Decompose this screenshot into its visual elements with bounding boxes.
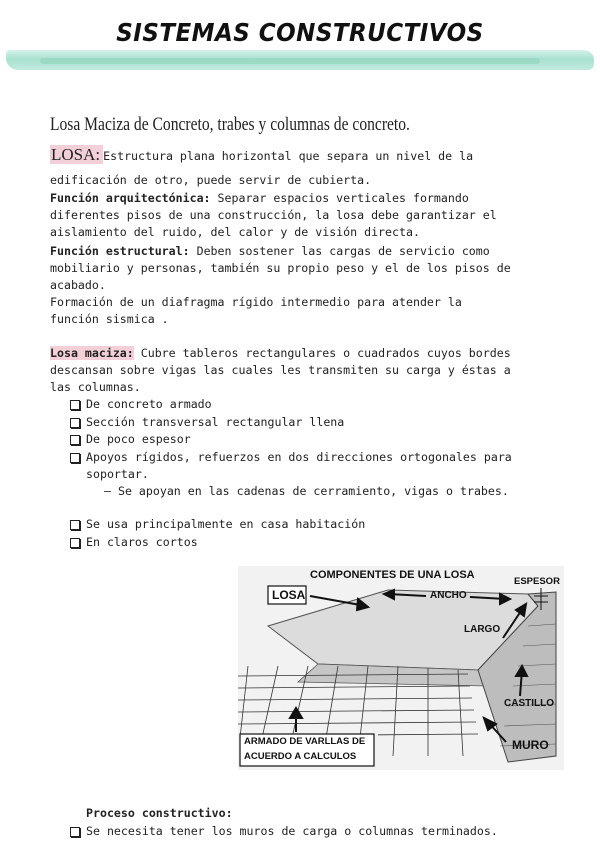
list-item [70, 431, 570, 449]
funcion-arq-line-1 [50, 190, 570, 208]
funcion-est-line-4: Formación de un diafragma rígido intermedio para atender la [50, 295, 462, 309]
losa-maciza-line-1 [50, 345, 570, 363]
list-item [70, 516, 570, 534]
losa-maciza-line-3: las columnas. [50, 380, 141, 394]
section-subtitle: Losa Maciza de Concreto, trabes y columnas de concreto. [50, 114, 410, 135]
losa-maciza-list [70, 396, 570, 484]
funcion-est-line-2: mobiliario y personas, también su propio peso y el de los pisos de [50, 261, 511, 275]
losa-maciza-text-1: Cubre tableros rectangulares o cuadrados cuyos bordes [133, 346, 511, 360]
funcion-est-label: Función estructural: [50, 244, 190, 258]
funcion-est-line-1 [50, 243, 570, 261]
intro-line-1: Estructura plana horizontal que separa un nivel de la [103, 149, 474, 163]
losa-tag: LOSA: [50, 145, 103, 164]
checkbox-bullet-icon [70, 453, 80, 463]
proceso-title: Proceso constructivo: [86, 806, 233, 820]
list-item-text: En claros cortos [86, 534, 198, 549]
checkbox-bullet-icon [70, 520, 80, 530]
list-item-text: Apoyos rígidos, refuerzos en dos direcciones ortogonales para [86, 449, 512, 464]
list-item-text: Sección transversal rectangular llena [86, 414, 345, 429]
title-brush-stroke [40, 58, 540, 64]
list-item-text: Se necesita tener los muros de carga o columnas terminados. [86, 824, 498, 838]
label-muro: MURO [512, 738, 549, 752]
sub-list-item: – Se apoyan en las cadenas de cerramiento, vigas o trabes. [104, 484, 509, 498]
label-espesor: ESPESOR [514, 576, 560, 587]
checkbox-bullet-icon [70, 827, 80, 837]
list-item [70, 823, 570, 841]
usage-list [70, 516, 570, 551]
funcion-est-line-3: acabado. [50, 278, 106, 292]
list-item-text: soportar. [86, 467, 149, 481]
proceso-list [70, 823, 570, 841]
list-item [70, 534, 570, 552]
label-largo: LARGO [464, 624, 501, 635]
list-item-text: Se usa principalmente en casa habitación [86, 517, 366, 531]
checkbox-bullet-icon [70, 435, 80, 445]
label-castillo: CASTILLO [504, 698, 554, 709]
funcion-arq-label: Función arquitectónica: [50, 191, 211, 205]
list-item [70, 449, 570, 467]
list-item-continuation [70, 466, 570, 484]
intro-paragraph [50, 146, 570, 166]
intro-line-2: edificación de otro, puede servir de cubierta. [50, 173, 372, 187]
funcion-arq-line-2: diferentes pisos de una construcción, la losa debe garantizar el [50, 208, 497, 222]
diagram-title: COMPONENTES DE UNA LOSA [310, 569, 475, 581]
checkbox-bullet-icon [70, 538, 80, 548]
funcion-arq-line-3: aislamiento del ruido, del calor y de visión directa. [50, 225, 420, 239]
funcion-est-line-5: función sismica . [50, 312, 169, 326]
checkbox-bullet-icon [70, 418, 80, 428]
label-armado-1: ARMADO DE VARLLAS DE [244, 736, 366, 747]
funcion-arq-text-1: Separar espacios verticales formando [210, 191, 469, 205]
funcion-est-text-1: Deben sostener las cargas de servicio como [189, 244, 490, 258]
page-title: SISTEMAS CONSTRUCTIVOS [116, 18, 484, 47]
list-item [70, 414, 570, 432]
losa-maciza-line-2: descansan sobre vigas las cuales les transmiten su carga y éstas a [50, 363, 511, 377]
checkbox-bullet-icon [70, 400, 80, 410]
label-armado-2: ACUERDO A CALCULOS [244, 751, 357, 762]
label-ancho: ANCHO [430, 590, 467, 601]
list-item-text: De concreto armado [86, 397, 212, 411]
list-item-text: De poco espesor [86, 432, 191, 446]
slab-components-diagram [238, 566, 564, 770]
losa-maciza-label: Losa maciza: [50, 346, 134, 360]
label-losa: LOSA [272, 588, 306, 602]
list-item [70, 396, 570, 414]
